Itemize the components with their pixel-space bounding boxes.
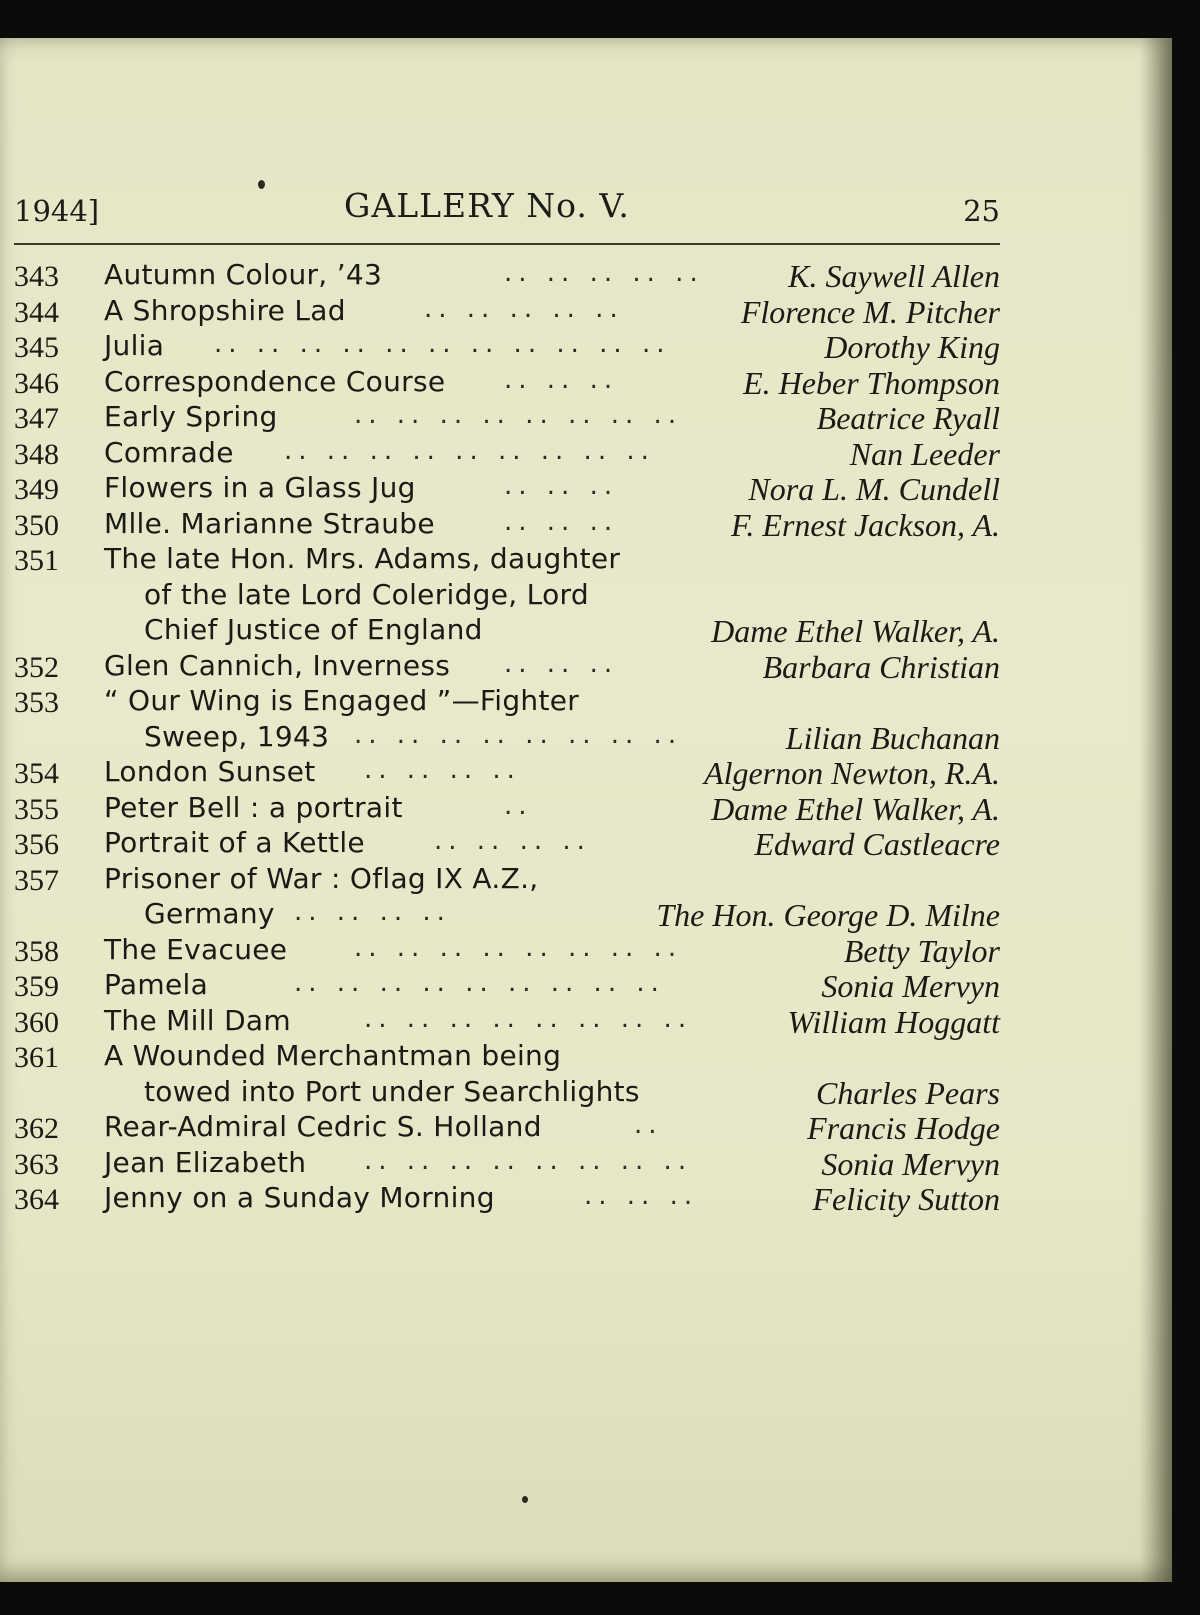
catalogue-entry xyxy=(14,1004,1000,1040)
entry-title: Jenny on a Sunday Morning xyxy=(104,1181,495,1214)
catalogue-entry xyxy=(14,542,1000,578)
entry-artist: Sonia Mervyn xyxy=(821,1145,1000,1182)
entry-title: Flowers in a Glass Jug xyxy=(104,471,416,504)
entry-title: towed into Port under Searchlights xyxy=(144,1074,640,1108)
catalogue-entry xyxy=(14,649,1000,685)
catalogue-entry xyxy=(14,1110,1000,1146)
entry-number: 346 xyxy=(14,366,59,400)
entry-artist: Lilian Buchanan xyxy=(785,719,1000,756)
entry-title: “ Our Wing is Engaged ”—Fighter xyxy=(104,684,580,717)
entry-title: Autumn Colour, ’43 xyxy=(104,258,383,291)
leader-dots: .. .. .. .. .. .. .. .. xyxy=(354,400,683,430)
catalogue-entry xyxy=(14,365,1000,401)
ink-speck xyxy=(522,1496,528,1503)
spine-shadow xyxy=(1140,38,1172,1582)
catalogue-entry xyxy=(14,1039,1000,1075)
entry-artist: Florence M. Pitcher xyxy=(740,293,1000,330)
entry-number: 363 xyxy=(14,1147,59,1181)
entry-artist: Felicity Sutton xyxy=(812,1181,1000,1217)
catalogue-entry xyxy=(14,578,1000,614)
entry-artist: Beatrice Ryall xyxy=(816,400,1000,436)
entry-artist: E. Heber Thompson xyxy=(743,364,1000,401)
entry-number: 347 xyxy=(14,402,59,435)
entry-number: 343 xyxy=(14,260,59,293)
entry-artist: K. Saywell Allen xyxy=(788,258,1000,294)
leader-dots: .. .. .. .. .. .. .. .. xyxy=(364,1003,693,1034)
catalogue-entry xyxy=(14,400,1000,436)
entry-number: 348 xyxy=(14,437,59,471)
leader-dots: .. .. .. xyxy=(504,471,619,501)
entry-title: Julia xyxy=(104,329,165,362)
entry-number: 360 xyxy=(14,1005,59,1039)
catalogue-entry xyxy=(14,1181,1000,1217)
entry-artist: Nora L. M. Cundell xyxy=(748,471,1000,507)
entry-title: Prisoner of War : Oflag IX A.Z., xyxy=(104,861,539,895)
entry-number: 349 xyxy=(14,473,59,506)
leader-dots: .. .. .. .. xyxy=(294,897,451,927)
leader-dots: .. .. .. .. .. .. .. .. .. xyxy=(284,435,655,466)
entry-number: 362 xyxy=(14,1112,59,1145)
leader-dots: .. .. .. .. .. xyxy=(504,258,704,288)
catalogue-entry xyxy=(14,507,1000,543)
entry-artist: Betty Taylor xyxy=(843,932,1000,969)
entry-number: 357 xyxy=(14,863,59,897)
entry-number: 354 xyxy=(14,757,59,790)
leader-dots: .. .. .. .. .. .. .. .. .. .. .. xyxy=(214,329,671,359)
catalogue-entry xyxy=(14,471,1000,507)
catalogue-entry xyxy=(14,720,1000,756)
entry-artist: Algernon Newton, R.A. xyxy=(704,755,1000,791)
catalogue-entry xyxy=(14,968,1000,1004)
catalogue-entry xyxy=(14,258,1000,294)
entry-title: Germany xyxy=(144,897,275,930)
entry-title: Chief Justice of England xyxy=(144,613,483,646)
leader-dots: .. .. .. .. .. .. .. .. xyxy=(354,932,683,963)
entry-title: Portrait of a Kettle xyxy=(104,826,365,859)
leader-dots: .. xyxy=(634,1110,663,1140)
leader-dots: .. .. .. .. .. xyxy=(424,293,624,324)
entry-title: of the late Lord Coleridge, Lord xyxy=(144,577,589,611)
entry-title: Comrade xyxy=(104,435,234,469)
entry-title: Sweep, 1943 xyxy=(144,719,330,753)
leader-dots: .. .. .. .. xyxy=(434,826,591,856)
catalogue-entry xyxy=(14,684,1000,720)
entry-number: 361 xyxy=(14,1041,59,1074)
leader-dots: .. .. .. .. xyxy=(364,755,521,785)
entry-title: Mlle. Marianne Straube xyxy=(104,506,435,540)
header-year: 1944] xyxy=(14,194,100,228)
entry-artist: Dorothy King xyxy=(824,329,1000,365)
entry-number: 353 xyxy=(14,686,59,719)
leader-dots: .. .. .. xyxy=(584,1181,699,1211)
entry-number: 355 xyxy=(14,792,59,826)
entry-artist: Edward Castleacre xyxy=(754,826,1000,862)
entry-title: Correspondence Course xyxy=(104,364,446,398)
entry-number: 358 xyxy=(14,934,59,968)
entry-title: Early Spring xyxy=(104,400,278,433)
catalogue-entry xyxy=(14,791,1000,827)
entry-artist: William Hoggatt xyxy=(787,1003,1000,1040)
entry-number: 359 xyxy=(14,970,59,1003)
catalogue-entry xyxy=(14,933,1000,969)
entry-number: 356 xyxy=(14,828,59,861)
catalogue-entry xyxy=(14,436,1000,472)
entry-title: Rear-Admiral Cedric S. Holland xyxy=(104,1110,542,1143)
header-rule xyxy=(14,243,1000,245)
catalogue-entry xyxy=(14,826,1000,862)
entry-title: Jean Elizabeth xyxy=(104,1145,307,1179)
entry-number: 344 xyxy=(14,295,59,329)
entry-number: 345 xyxy=(14,331,59,364)
leader-dots: .. .. .. xyxy=(504,648,619,679)
entry-title: Glen Cannich, Inverness xyxy=(104,648,451,682)
entry-number: 352 xyxy=(14,650,59,684)
entry-title: The Mill Dam xyxy=(104,1003,291,1037)
entry-artist: Francis Hodge xyxy=(807,1110,1000,1146)
entry-number: 350 xyxy=(14,508,59,542)
leader-dots: .. xyxy=(504,790,533,821)
catalogue-entry xyxy=(14,862,1000,898)
page-header xyxy=(14,186,1000,236)
entry-artist: Barbara Christian xyxy=(762,648,1000,685)
entry-title: The Evacuee xyxy=(104,932,288,966)
entry-artist: The Hon. George D. Milne xyxy=(656,897,1000,933)
entry-title: Pamela xyxy=(104,968,209,1001)
entry-number: 351 xyxy=(14,544,59,577)
page-number: 25 xyxy=(963,194,1000,228)
gallery-title: GALLERY No. V. xyxy=(344,186,630,225)
leader-dots: .. .. .. .. .. .. .. .. xyxy=(354,719,683,750)
entry-artist: Dame Ethel Walker, A. xyxy=(711,613,1000,649)
catalogue-entry xyxy=(14,897,1000,933)
catalogue-entry xyxy=(14,1146,1000,1182)
entry-title: London Sunset xyxy=(104,755,316,788)
catalogue-page xyxy=(0,38,1172,1582)
leader-dots: .. .. .. xyxy=(504,364,619,395)
catalogue-entry xyxy=(14,294,1000,330)
entry-title: The late Hon. Mrs. Adams, daughter xyxy=(104,542,621,575)
entry-artist: Nan Leeder xyxy=(849,435,1000,472)
entry-title: A Wounded Merchantman being xyxy=(104,1039,562,1072)
leader-dots: .. .. .. .. .. .. .. .. .. xyxy=(294,968,665,998)
entry-title: A Shropshire Lad xyxy=(104,293,346,327)
entry-artist: Dame Ethel Walker, A. xyxy=(711,790,1000,827)
ink-speck xyxy=(258,180,265,189)
leader-dots: .. .. .. xyxy=(504,506,619,537)
catalogue-entry xyxy=(14,1075,1000,1111)
catalogue-entry xyxy=(14,755,1000,791)
entry-artist: F. Ernest Jackson, A. xyxy=(731,506,1000,543)
entry-number: 364 xyxy=(14,1183,59,1216)
entry-artist: Charles Pears xyxy=(816,1074,1000,1111)
catalogue-entry xyxy=(14,613,1000,649)
entry-title: Peter Bell : a portrait xyxy=(104,790,403,824)
leader-dots: .. .. .. .. .. .. .. .. xyxy=(364,1145,693,1176)
catalogue-entry xyxy=(14,329,1000,365)
entry-artist: Sonia Mervyn xyxy=(821,968,1000,1004)
